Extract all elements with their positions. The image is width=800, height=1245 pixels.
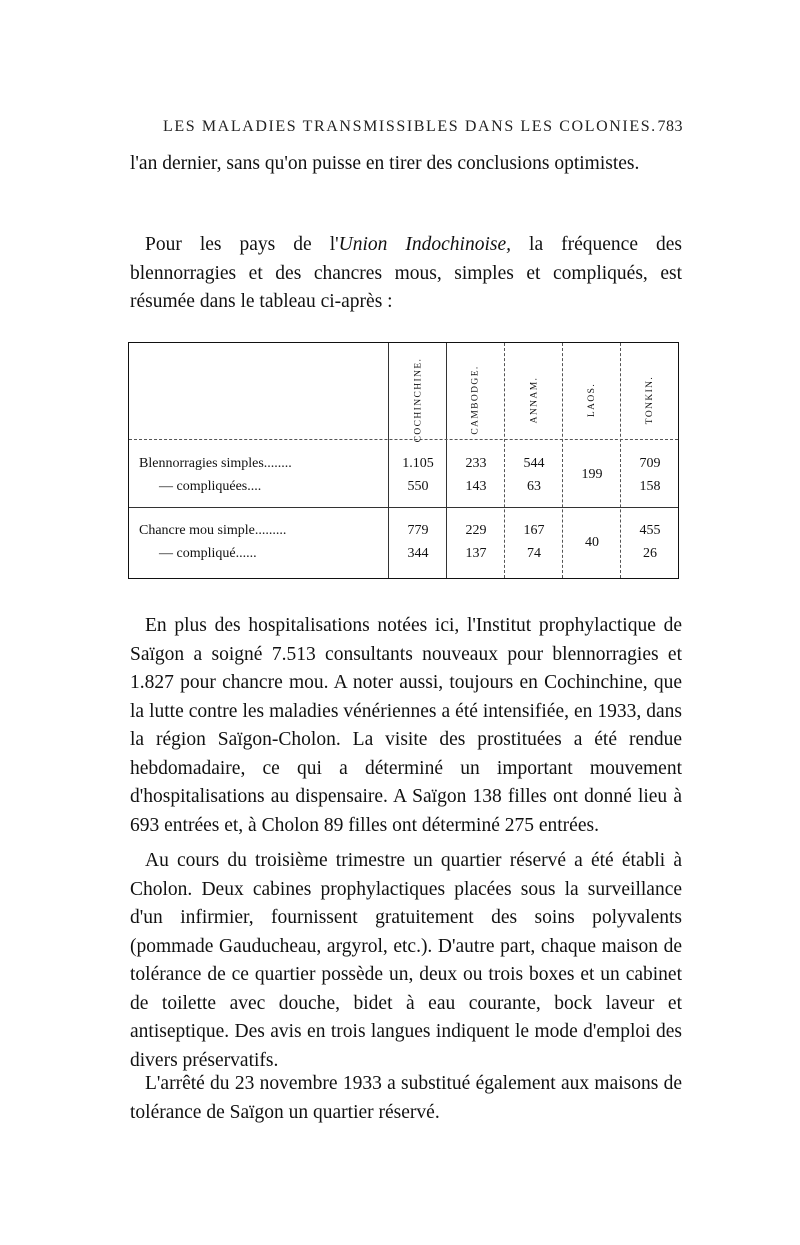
table-cell-laos-merged: 40 xyxy=(585,535,599,550)
paragraph-arrete: L'arrêté du 23 novembre 1933 a substitué également aux maisons de tolérance de Saïgon un quartier réservé. xyxy=(130,1073,682,1123)
table-cell: 344 xyxy=(407,546,429,561)
table-cell: 229 xyxy=(465,523,487,538)
running-head-title: LES MALADIES TRANSMISSIBLES DANS LES COLONIES. xyxy=(163,118,657,135)
table-cell: 143 xyxy=(465,479,487,494)
table-cell-laos-merged: 199 xyxy=(581,467,603,482)
paragraph-continuation: l'an dernier, sans qu'on puisse en tirer des conclusions optimistes. xyxy=(130,153,640,174)
row-label-chancre-complique: — compliqué...... xyxy=(159,546,257,561)
column-header-annam: ANNAM. xyxy=(528,376,539,424)
union-indochinoise-italic: Union Indochinoise, xyxy=(338,234,512,255)
table-cell: 709 xyxy=(639,456,661,471)
table-cell: 63 xyxy=(527,479,541,494)
statistics-table xyxy=(128,342,679,579)
column-header-cambodge: CAMBODGE. xyxy=(471,365,481,435)
page-number: 783 xyxy=(657,118,683,135)
table-cell: 779 xyxy=(407,523,429,538)
table-section-rule xyxy=(129,507,678,508)
row-label-chancre-simple: Chancre mou simple......... xyxy=(139,523,287,538)
table-cell: 137 xyxy=(465,546,487,561)
table-cell: 544 xyxy=(523,456,545,471)
table-cell: 167 xyxy=(523,523,545,538)
paragraph-intro-table xyxy=(130,231,682,317)
table-column-separator xyxy=(620,343,621,578)
column-header-cochinchine: COCHINCHINE. xyxy=(413,357,423,443)
paragraph-quartier-reserve: Au cours du troisième trimestre un quartier réservé a été établi à Cholon. Deux cabines prophylactiques placées sous la surveillance d'un infirmier, fournissent gratuitement des soins polyvalents (pommade Gauducheau, argyrol, etc.). D'autre part, chaque maison de tolérance de ce quartier possède un, deux ou trois boxes et un cabinet de toilette avec douche, bidet à eau courante, bock laveur et antiseptique. Des avis en trois langues indiquent le mode d'emploi des divers préservatifs. xyxy=(130,850,682,1071)
row-label-blennorragies-compliquees: — compliquées.... xyxy=(159,479,262,494)
table-column-separator xyxy=(562,343,563,578)
column-header-tonkin: TONKIN. xyxy=(644,375,655,425)
table-cell: 26 xyxy=(643,546,657,561)
table-cell: 233 xyxy=(465,456,487,471)
table-cell: 158 xyxy=(639,479,661,494)
table-cell: 550 xyxy=(407,479,429,494)
table-column-separator xyxy=(446,343,447,578)
row-label-blennorragies-simples: Blennorragies simples........ xyxy=(139,456,292,471)
table-cell: 74 xyxy=(527,546,541,561)
table-cell: 1.105 xyxy=(402,456,434,471)
running-head xyxy=(163,118,683,136)
table-cell: 455 xyxy=(639,523,661,538)
paragraph-hospitalisations: En plus des hospitalisations notées ici, l'Institut prophylactique de Saïgon a soigné 7.513 consultants nouveaux pour blennorragies et 1.827 pour chancre mou. A noter aussi, toujours en Cochinchine, que la lutte contre les maladies vénériennes a été intensifiée, en 1933, dans la région Saïgon-Cholon. La visite des prostituées a été rendue hebdomadaire, ce qui a déterminé un important mouvement d'hospitalisations au dispensaire. A Saïgon 138 filles ont donné lieu à 693 entrées et, à Cholon 89 filles ont déterminé 275 entrées. xyxy=(130,615,682,836)
intro-text-end: la fréquence des blennorragies et des chancres mous, simples et compliqués, est résumée dans le tableau ci-après : xyxy=(130,234,682,312)
column-header-laos: LAOS. xyxy=(587,382,597,418)
table-column-separator xyxy=(388,343,389,578)
table-column-separator xyxy=(504,343,505,578)
intro-text-start: Pour les pays de l' xyxy=(145,234,339,255)
